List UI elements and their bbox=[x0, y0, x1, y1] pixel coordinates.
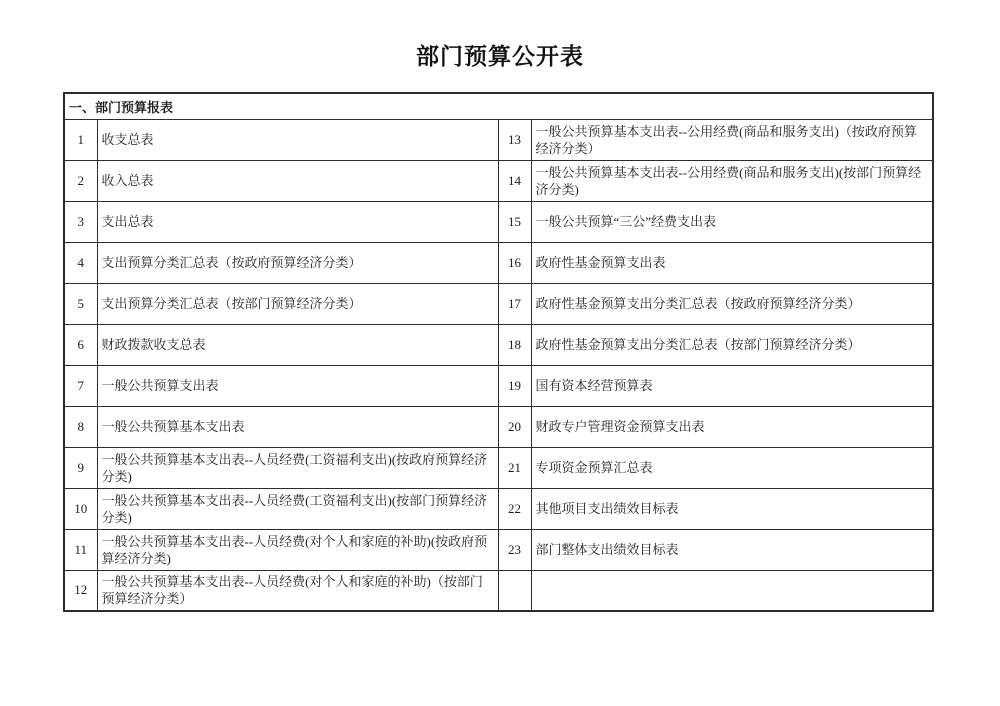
row-number-cell: 2 bbox=[64, 160, 97, 201]
report-name-cell: 一般公共预算基本支出表--人员经费(对个人和家庭的补助)（按部门预算经济分类） bbox=[97, 570, 498, 611]
report-name-cell: 收支总表 bbox=[97, 119, 498, 160]
budget-report-table bbox=[63, 92, 934, 612]
row-number-cell: 5 bbox=[64, 283, 97, 324]
row-number-cell: 13 bbox=[498, 119, 531, 160]
table-row bbox=[64, 283, 933, 324]
row-number-cell: 16 bbox=[498, 242, 531, 283]
row-number-cell: 4 bbox=[64, 242, 97, 283]
row-number-cell: 9 bbox=[64, 447, 97, 488]
row-number-cell: 15 bbox=[498, 201, 531, 242]
row-number-cell: 20 bbox=[498, 406, 531, 447]
report-name-cell: 部门整体支出绩效目标表 bbox=[531, 529, 933, 570]
report-name-cell bbox=[531, 570, 933, 611]
row-number-cell bbox=[498, 570, 531, 611]
report-name-cell: 财政专户管理资金预算支出表 bbox=[531, 406, 933, 447]
table-row bbox=[64, 119, 933, 160]
row-number-cell: 22 bbox=[498, 488, 531, 529]
report-name-cell: 一般公共预算“三公”经费支出表 bbox=[531, 201, 933, 242]
report-name-cell: 一般公共预算基本支出表 bbox=[97, 406, 498, 447]
table-row bbox=[64, 201, 933, 242]
row-number-cell: 12 bbox=[64, 570, 97, 611]
report-name-cell: 支出预算分类汇总表（按部门预算经济分类） bbox=[97, 283, 498, 324]
row-number-cell: 21 bbox=[498, 447, 531, 488]
report-name-cell: 一般公共预算基本支出表--公用经费(商品和服务支出)(按部门预算经济分类) bbox=[531, 160, 933, 201]
table-row bbox=[64, 529, 933, 570]
report-name-cell: 一般公共预算基本支出表--人员经费(工资福利支出)(按部门预算经济分类) bbox=[97, 488, 498, 529]
report-name-cell: 支出预算分类汇总表（按政府预算经济分类） bbox=[97, 242, 498, 283]
row-number-cell: 18 bbox=[498, 324, 531, 365]
report-name-cell: 财政拨款收支总表 bbox=[97, 324, 498, 365]
report-name-cell: 其他项目支出绩效目标表 bbox=[531, 488, 933, 529]
row-number-cell: 11 bbox=[64, 529, 97, 570]
row-number-cell: 3 bbox=[64, 201, 97, 242]
table-row bbox=[64, 365, 933, 406]
report-name-cell: 一般公共预算基本支出表--人员经费(对个人和家庭的补助)(按政府预算经济分类) bbox=[97, 529, 498, 570]
section-header: 一、部门预算报表 bbox=[64, 93, 933, 119]
table-row bbox=[64, 570, 933, 611]
row-number-cell: 10 bbox=[64, 488, 97, 529]
table-row bbox=[64, 324, 933, 365]
page-title: 部门预算公开表 bbox=[416, 44, 584, 69]
row-number-cell: 14 bbox=[498, 160, 531, 201]
row-number-cell: 17 bbox=[498, 283, 531, 324]
row-number-cell: 8 bbox=[64, 406, 97, 447]
row-number-cell: 7 bbox=[64, 365, 97, 406]
table-row bbox=[64, 160, 933, 201]
table-row bbox=[64, 488, 933, 529]
row-number-cell: 6 bbox=[64, 324, 97, 365]
report-name-cell: 专项资金预算汇总表 bbox=[531, 447, 933, 488]
report-name-cell: 一般公共预算支出表 bbox=[97, 365, 498, 406]
report-name-cell: 一般公共预算基本支出表--公用经费(商品和服务支出)（按政府预算经济分类） bbox=[531, 119, 933, 160]
report-name-cell: 政府性基金预算支出分类汇总表（按部门预算经济分类） bbox=[531, 324, 933, 365]
table-row bbox=[64, 242, 933, 283]
report-name-cell: 政府性基金预算支出分类汇总表（按政府预算经济分类） bbox=[531, 283, 933, 324]
report-name-cell: 政府性基金预算支出表 bbox=[531, 242, 933, 283]
report-name-cell: 收入总表 bbox=[97, 160, 498, 201]
row-number-cell: 19 bbox=[498, 365, 531, 406]
table-row bbox=[64, 447, 933, 488]
table-row bbox=[64, 406, 933, 447]
report-name-cell: 一般公共预算基本支出表--人员经费(工资福利支出)(按政府预算经济分类) bbox=[97, 447, 498, 488]
row-number-cell: 1 bbox=[64, 119, 97, 160]
report-name-cell: 支出总表 bbox=[97, 201, 498, 242]
row-number-cell: 23 bbox=[498, 529, 531, 570]
section-header-row bbox=[64, 93, 933, 119]
report-name-cell: 国有资本经营预算表 bbox=[531, 365, 933, 406]
